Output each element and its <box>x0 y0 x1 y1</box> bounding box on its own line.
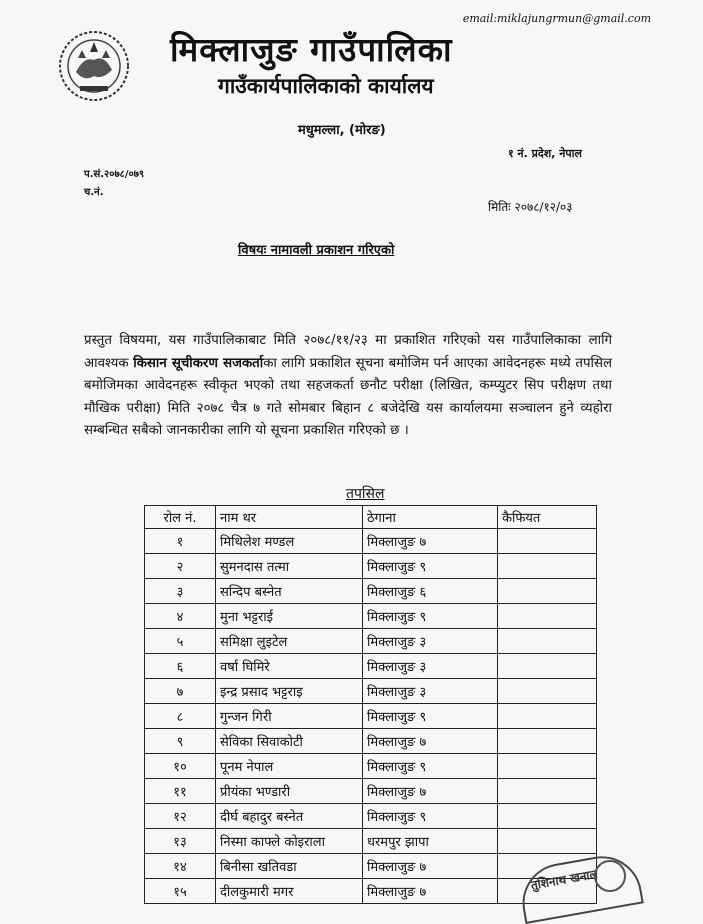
cell-address: मिक्लाजुङ ३ <box>363 629 498 654</box>
cell-name: वर्षा घिमिरे <box>216 654 363 679</box>
dispatch-number: च.नं. <box>84 187 104 198</box>
table-header-row <box>145 506 597 529</box>
office-subtitle-heading: गाउँकार्यपालिकाको कार्यालय <box>218 74 434 98</box>
reference-number: प.सं.२०७८/०७९ <box>84 169 145 180</box>
cell-remark <box>498 654 597 679</box>
cell-remark <box>498 604 597 629</box>
cell-remark <box>498 729 597 754</box>
cell-name: मिथिलेश मण्डल <box>216 529 363 554</box>
table-row <box>145 679 597 704</box>
cell-roll: ९ <box>145 729 216 754</box>
cell-roll: १३ <box>145 829 216 854</box>
government-emblem-icon <box>54 28 134 104</box>
cell-address: मिक्लाजुङ ९ <box>363 704 498 729</box>
cell-address: मिक्लाजुङ ६ <box>363 579 498 604</box>
cell-name: इन्द्र प्रसाद भट्टराइ <box>216 679 363 704</box>
cell-name: सेविका सिवाकोटी <box>216 729 363 754</box>
cell-roll: ४ <box>145 604 216 629</box>
header-remark: कैफियत <box>498 506 597 529</box>
province-label: १ नं. प्रदेश, नेपाल <box>508 147 582 160</box>
cell-remark <box>498 829 597 854</box>
cell-remark <box>498 754 597 779</box>
cell-name: मुना भट्टराई <box>216 604 363 629</box>
cell-remark <box>498 579 597 604</box>
candidate-table <box>144 505 597 904</box>
cell-address: मिक्लाजुङ ७ <box>363 879 498 904</box>
official-stamp: तुशिनाथ खनाल <box>516 850 644 924</box>
cell-remark <box>498 529 597 554</box>
cell-roll: ८ <box>145 704 216 729</box>
table-row <box>145 654 597 679</box>
cell-address: मिक्लाजुङ ३ <box>363 679 498 704</box>
table-row <box>145 754 597 779</box>
cell-remark <box>498 804 597 829</box>
cell-name: सुमनदास तत्मा <box>216 554 363 579</box>
table-row <box>145 804 597 829</box>
cell-remark <box>498 679 597 704</box>
cell-roll: ५ <box>145 629 216 654</box>
cell-address: मिक्लाजुङ ९ <box>363 604 498 629</box>
stamp-seal-icon <box>594 860 626 892</box>
cell-roll: १० <box>145 754 216 779</box>
cell-roll: १२ <box>145 804 216 829</box>
cell-address: मिक्लाजुङ ३ <box>363 654 498 679</box>
table-row <box>145 629 597 654</box>
cell-name: दीर्घ बहादुर बस्नेत <box>216 804 363 829</box>
table-row <box>145 579 597 604</box>
cell-address: मिक्लाजुङ ७ <box>363 854 498 879</box>
cell-address: मिक्लाजुङ ९ <box>363 804 498 829</box>
table-row <box>145 779 597 804</box>
email-address: email:miklajungrmun@gmail.com <box>462 12 651 25</box>
table-row <box>145 529 597 554</box>
table-row <box>145 604 597 629</box>
cell-name: बिनीसा खतिवडा <box>216 854 363 879</box>
cell-name: गुन्जन गिरी <box>216 704 363 729</box>
office-address: मधुमल्ला, (मोरङ) <box>298 123 386 138</box>
cell-remark <box>498 629 597 654</box>
letter-body <box>84 330 612 443</box>
cell-name: समिक्षा लुइटेल <box>216 629 363 654</box>
cell-roll: १४ <box>145 854 216 879</box>
cell-remark <box>498 704 597 729</box>
office-name-heading: मिक्लाजुङ गाउँपालिका <box>170 30 453 69</box>
table-row <box>145 554 597 579</box>
body-text-highlight: किसान सूचीकरण सजकर्ता <box>133 355 264 371</box>
cell-name: पूनम नेपाल <box>216 754 363 779</box>
body-text-part2: का लागि प्रकाशित सूचना बमोजिम पर्न आएका आवेदनहरू मध्ये तपसिल बमोजिमका आवेदनहरू स्वीकृत भएको तथा सहजकर्ता छनौट परीक्षा (लिखित, कम्प्युटर सिप परीक्षण तथा मौखिक परीक्षा) मिति २०७८ चैत्र ७ गते सोमबार बिहान ८ बजेदेखि यस कार्यालयमा सञ्चालन हुने व्यहोरा सम्बन्धित सबैको जानकारीका लागि यो सूचना प्रकाशित गरिएको छ । <box>84 355 612 438</box>
cell-address: मिक्लाजुङ ७ <box>363 529 498 554</box>
cell-roll: १५ <box>145 879 216 904</box>
cell-name: प्रीयंका भण्डारी <box>216 779 363 804</box>
header-address: ठेगाना <box>363 506 498 529</box>
letter-subject: विषयः नामावली प्रकाशन गरिएको <box>238 243 395 258</box>
table-caption: तपसिल <box>346 486 385 502</box>
cell-remark <box>498 779 597 804</box>
cell-name: निस्मा काफ्ले कोइराला <box>216 829 363 854</box>
cell-roll: ६ <box>145 654 216 679</box>
cell-address: मिक्लाजुङ ७ <box>363 729 498 754</box>
header-roll: रोल नं. <box>145 506 216 529</box>
cell-roll: ११ <box>145 779 216 804</box>
table-row <box>145 854 597 879</box>
cell-roll: ७ <box>145 679 216 704</box>
cell-address: मिक्लाजुङ ९ <box>363 554 498 579</box>
cell-name: दीलकुमारी मगर <box>216 879 363 904</box>
cell-roll: २ <box>145 554 216 579</box>
cell-address: धरमपुर झापा <box>363 829 498 854</box>
cell-roll: १ <box>145 529 216 554</box>
table-row <box>145 829 597 854</box>
table-row <box>145 704 597 729</box>
cell-address: मिक्लाजुङ ७ <box>363 779 498 804</box>
cell-address: मिक्लाजुङ ९ <box>363 754 498 779</box>
header-name: नाम थर <box>216 506 363 529</box>
body-text-part1: प्रस्तुत विषयमा, यस गाउँपालिकाबाट मिति २०७८/११/२३ मा प्रकाशित गरिएको यस गाउँपालिकाका लागि आवश्यक <box>84 333 612 371</box>
letter-date: मितिः २०७८/१२/०३ <box>488 200 573 214</box>
cell-roll: ३ <box>145 579 216 604</box>
table-row <box>145 729 597 754</box>
cell-remark <box>498 554 597 579</box>
cell-name: सन्दिप बस्नेत <box>216 579 363 604</box>
